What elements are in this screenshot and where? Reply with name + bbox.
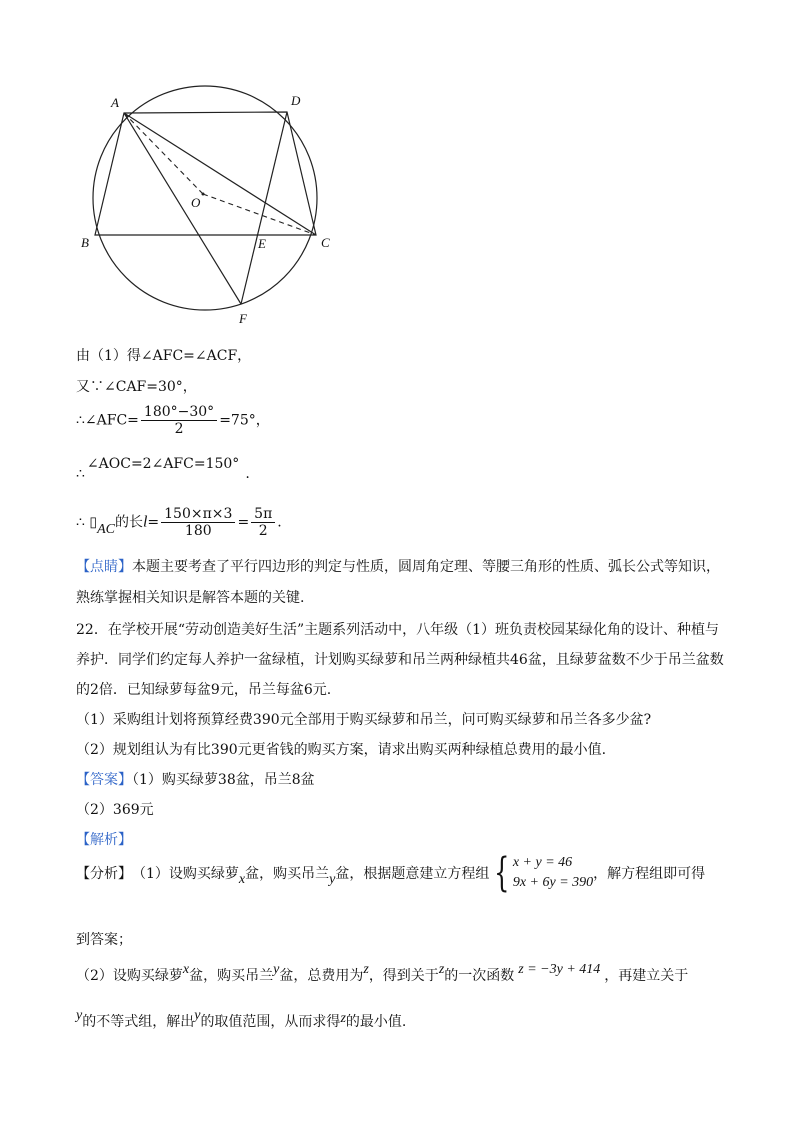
solution-line-4 (76, 456, 250, 482)
arc-ac: AC (97, 521, 115, 537)
line3-prefix: ∴∠AFC= (76, 412, 139, 429)
answer-line-2: （2）369元 (76, 802, 154, 818)
line4-suffix: . (245, 466, 250, 482)
solution-line-1: 由（1）得∠AFC=∠ACF， (76, 348, 252, 364)
part3-var-z: z (340, 1011, 346, 1026)
equation-1: x + y = 46 (512, 855, 573, 870)
fraction-arc-1 (161, 506, 235, 539)
fenxi-text-1: （1）设购买绿萝 (132, 866, 239, 882)
comment-text-1: 本题主要考查了平行四边形的判定与性质，圆周角定理、等腰三角形的性质、弧长公式等知识， (132, 559, 720, 575)
part2-text-f: ，再建立关于 (604, 968, 689, 984)
part3-var-y2: y (194, 1008, 201, 1023)
line-af (124, 113, 241, 304)
fraction-arc-1-num: 150×π×3 (161, 506, 235, 523)
label-o: O (191, 195, 201, 210)
question-1: （1）采购组计划将预算经费390元全部用于购买绿萝和吊兰，问可购买绿萝和吊兰各多少盆? (76, 712, 652, 728)
equation-2: 9x + 6y = 390 (512, 875, 594, 890)
geometry-figure (75, 85, 345, 330)
analysis-tag: 【解析】 (76, 832, 132, 848)
center-point-o (202, 193, 205, 196)
analysis-line-1 (76, 850, 706, 896)
part3-var-y: y (76, 1008, 83, 1023)
fraction-arc-2 (251, 506, 275, 539)
fenxi-text-3: 盆，根据题意建立方程组 (335, 866, 490, 882)
comment-tag: 【点睛】 (76, 559, 132, 575)
part2-text-d: ，得到关于 (368, 968, 439, 984)
problem-line-1: 22．在学校开展“劳动创造美好生活”主题系列活动中，八年级（1）班负责校园某绿化角的设计、种植与 (76, 622, 720, 638)
comment-line-1 (76, 556, 720, 576)
part2-var-z: z (363, 962, 369, 977)
fraction-afc (141, 404, 217, 437)
fenxi-tag: 【分析】 (76, 866, 132, 882)
var-x: x (238, 872, 246, 887)
part2-text-c: 盆，总费用为 (279, 968, 364, 984)
part3-text-b: 的取值范围，从而求得 (200, 1014, 341, 1030)
part2-var-x: x (182, 962, 190, 977)
line5-suffix: . (277, 514, 282, 531)
line5-prefix: ∴ ▯ (76, 514, 98, 531)
fraction-afc-num: 180°−30° (141, 404, 217, 421)
eq-sign-1: = (147, 514, 160, 531)
answer-text-1: （1）购买绿萝38盆，吊兰8盆 (132, 772, 315, 788)
fraction-arc-1-den: 180 (184, 523, 212, 539)
label-a: A (111, 95, 119, 110)
analysis-line-3 (76, 962, 689, 985)
equation-system (513, 853, 593, 893)
system-brace: { (494, 850, 510, 896)
var-y: y (329, 872, 336, 887)
problem-line-3: 的2倍．已知绿萝每盆9元，吊兰每盆6元. (76, 682, 332, 698)
part3-text-c: 的最小值. (345, 1014, 407, 1030)
answer-tag: 【答案】 (76, 772, 132, 788)
answer-line-1 (76, 769, 315, 789)
fraction-afc-den: 2 (174, 421, 184, 437)
analysis-line-4 (76, 1008, 407, 1031)
label-d: D (291, 93, 301, 108)
fraction-arc-2-num: 5π (251, 506, 275, 523)
linear-function: z = −3y + 414 (518, 962, 601, 977)
part2-text-b: 盆，购买吊兰 (189, 968, 274, 984)
circle-o (93, 86, 317, 310)
line-ac (124, 113, 316, 235)
part2-text-e: 的一次函数 (444, 968, 515, 984)
line4-prefix: ∴ (76, 466, 85, 482)
label-b: B (81, 235, 89, 250)
line-df (241, 112, 287, 304)
analysis-line-2: 到答案； (76, 932, 132, 948)
fenxi-text-2: 盆，购买吊兰 (245, 866, 330, 882)
line3-suffix: =75°， (219, 412, 270, 429)
line4-equation: ∠AOC=2∠AFC=150° (86, 456, 240, 472)
fenxi-text-4: ，解方程组即可得 (593, 866, 706, 882)
solution-line-2: 又∵∠CAF=30°， (76, 379, 197, 395)
arc-length-symbol: l (142, 513, 148, 531)
problem-line-2: 养护．同学们约定每人养护一盆绿植，计划购买绿萝和吊兰两种绿植共46盆，且绿萝盆数不少于吊兰盆数 (76, 652, 724, 668)
line-ao-dashed (124, 113, 203, 194)
solution-line-3 (76, 404, 270, 437)
fraction-arc-2-den: 2 (258, 523, 268, 539)
solution-line-5 (76, 506, 282, 539)
comment-line-2: 熟练掌握相关知识是解答本题的关键. (76, 590, 305, 606)
part2-text-a: （2）设购买绿萝 (76, 968, 183, 984)
question-2: （2）规划组认为有比390元更省钱的购买方案，请求出购买两种绿植总费用的最小值. (76, 742, 607, 758)
label-e: E (258, 236, 266, 251)
label-c: C (321, 235, 330, 250)
label-f: F (239, 311, 247, 326)
line5-mid: 的长 (114, 514, 143, 531)
part2-var-y: y (273, 962, 280, 977)
eq-sign-2: = (237, 514, 250, 531)
part3-text-a: 的不等式组，解出 (82, 1014, 195, 1030)
part2-var-z2: z (438, 962, 445, 977)
